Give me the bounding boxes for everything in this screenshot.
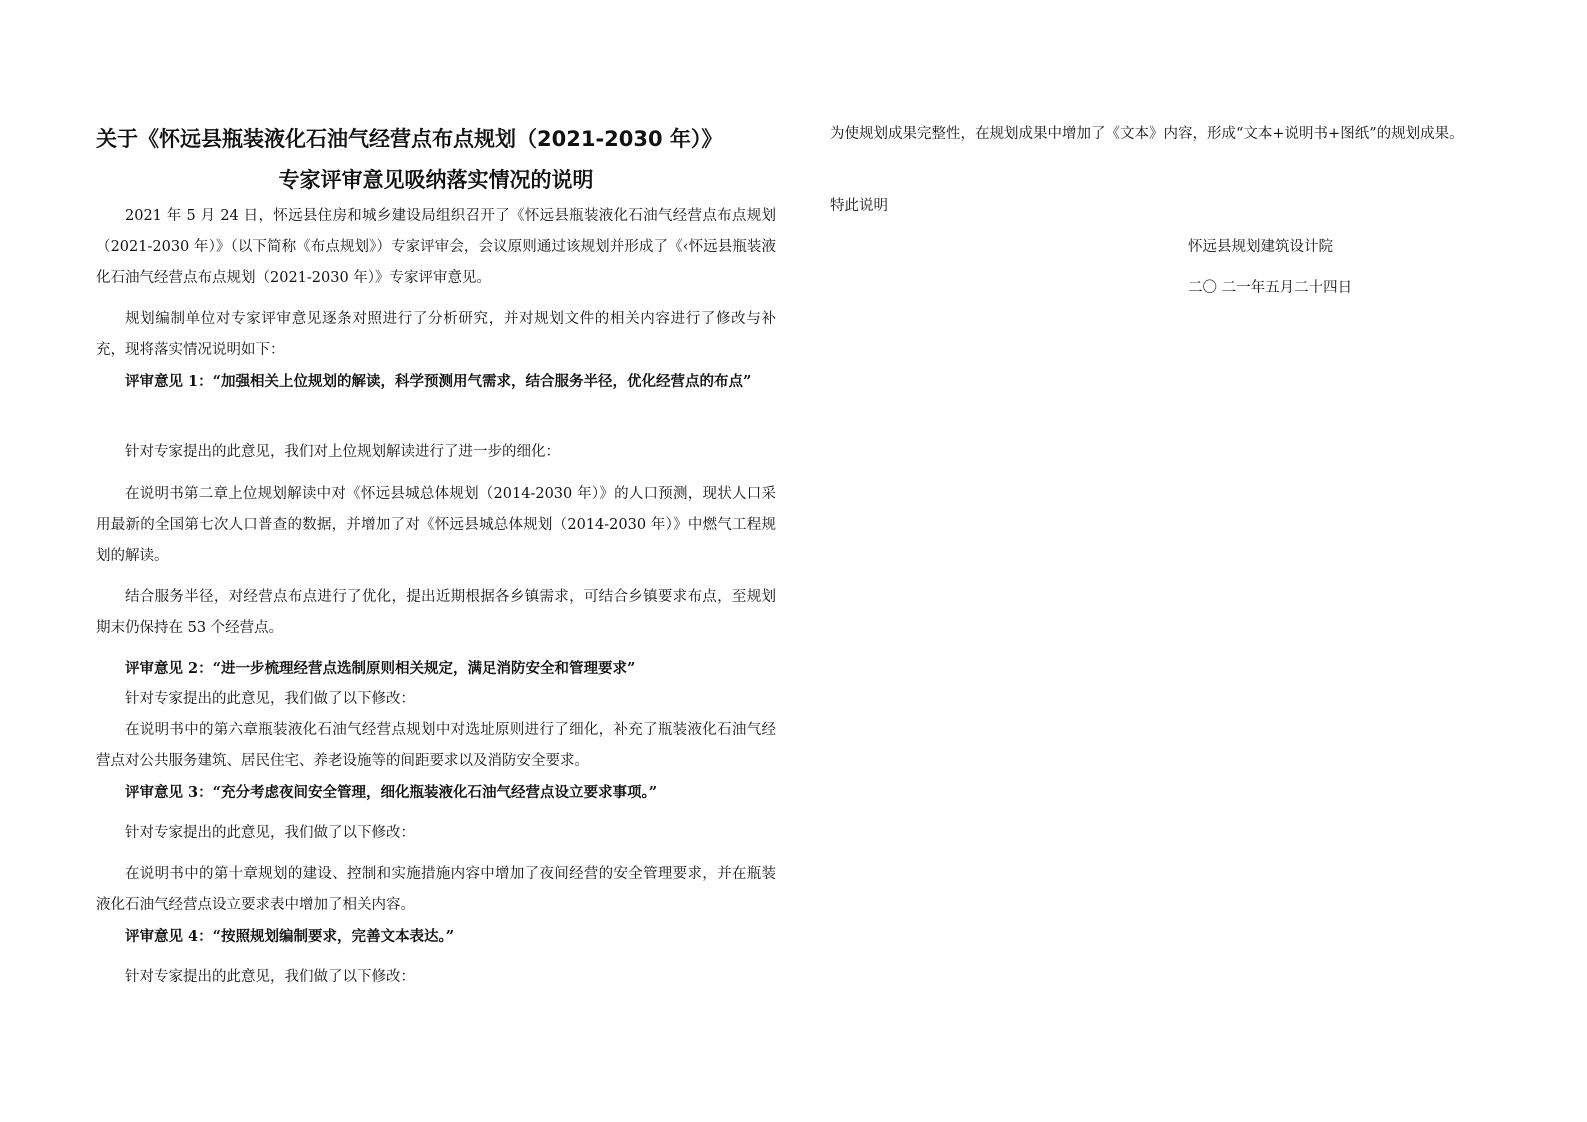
review-opinion-1: 评审意见 1：“加强相关上位规划的解读，科学预测用气需求，结合服务半径，优化经营点的布点” [125, 373, 752, 390]
signature-organization: 怀远县规划建筑设计院 [1188, 239, 1333, 255]
review-opinion-4: 评审意见 4：“按照规划编制要求，完善文本表达。” [125, 928, 455, 945]
document-title-line-2: 专家评审意见吸纳落实情况的说明 [278, 168, 594, 192]
response-2-detail: 在说明书中的第六章瓶装液化石油气经营点规划中对选址原则进行了细化，补充了瓶装液化石油气经营点对公共服务建筑、居民住宅、养老设施等的间距要求以及消防安全要求。 [96, 722, 776, 769]
review-opinion-3: 评审意见 3：“充分考虑夜间安全管理，细化瓶装液化石油气经营点设立要求事项。” [125, 784, 658, 801]
response-1-population: 在说明书第二章上位规划解读中对《怀远县城总体规划（2014-2030 年）》的人口预测，现状人口采用最新的全国第七次人口普查的数据，并增加了对《怀远县城总体规划（2014-2030 年）》中燃气工程规划的解读。 [96, 486, 776, 564]
response-3-intro: 针对专家提出的此意见，我们做了以下修改： [125, 825, 415, 841]
document-title-line-1: 关于《怀远县瓶装液化石油气经营点布点规划（2021-2030 年）》 [96, 127, 723, 151]
intro-paragraph: 2021 年 5 月 24 日，怀远县住房和城乡建设局组织召开了《怀远县瓶装液化石油气经营点布点规划（2021-2030 年）》（以下简称《布点规划》）专家评审会，会议原则通过该规划并形成了《‹怀远县瓶装液化石油气经营点布点规划（2021-2030 年）》专家评审意见。 [96, 208, 776, 286]
response-1-intro: 针对专家提出的此意见，我们对上位规划解读进行了进一步的细化： [125, 444, 560, 460]
response-2-intro: 针对专家提出的此意见，我们做了以下修改： [125, 691, 415, 707]
response-4-intro: 针对专家提出的此意见，我们做了以下修改： [125, 969, 415, 985]
closing-remark: 特此说明 [830, 198, 888, 214]
response-4-detail: 为使规划成果完整性，在规划成果中增加了《文本》内容，形成“文本+说明书+图纸”的规划成果。 [830, 126, 1464, 142]
response-3-detail: 在说明书中的第十章规划的建设、控制和实施措施内容中增加了夜间经营的安全管理要求，并在瓶装液化石油气经营点设立要求表中增加了相关内容。 [96, 866, 776, 913]
response-1-service-radius: 结合服务半径，对经营点布点进行了优化，提出近期根据各乡镇需求，可结合乡镇要求布点，至规划期末仍保持在 53 个经营点。 [96, 589, 776, 636]
signature-date: 二〇 二一年五月二十四日 [1188, 280, 1353, 296]
method-paragraph: 规划编制单位对专家评审意见逐条对照进行了分析研究，并对规划文件的相关内容进行了修改与补充，现将落实情况说明如下： [96, 311, 776, 358]
review-opinion-2: 评审意见 2：“进一步梳理经营点选制原则相关规定，满足消防安全和管理要求” [125, 660, 636, 677]
